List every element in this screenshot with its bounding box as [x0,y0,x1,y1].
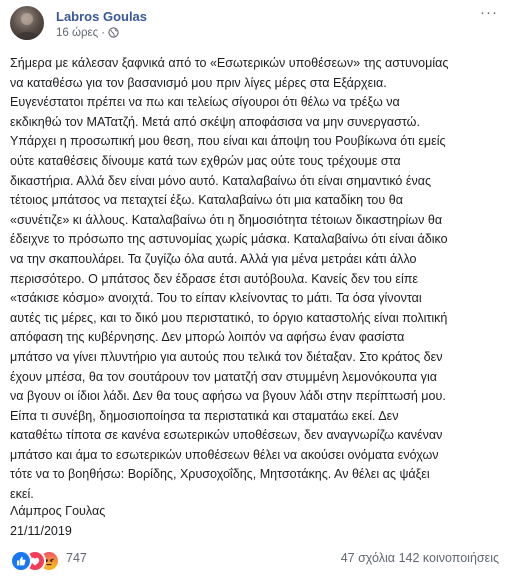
post-text-line: Είπα τι συνέβη, δημοσιοποίησα τα περιστατικά και σταματάω εκεί. Δεν [10,408,399,423]
post-text-line: μπάτσο να γίνει πλυντήριο για αυτούς που τελικά τον διέταξαν. Στο κράτος δεν [10,349,443,364]
post-header [10,6,503,40]
post-text-line: να βγουν οι ίδιοι λάδι. Δεν θα τους αφήσω να βγουν λάδι στην περίπτωσή μου. [10,389,446,404]
post-text-line: εκεί. [10,487,34,502]
post-text-line: τέτοιος μπάτσος να πεταχτεί έξω. Καταλαβαίνω ότι μια καταδίκη του θα [10,193,403,208]
post-footer [10,548,503,572]
post-signature [10,502,105,541]
post-text-line: έχουν μπέσα, θα τον σουτάρουν τον ματατζή σαν στυμμένη λεμονόκουπα για [10,369,437,384]
post-text [10,54,506,505]
post-text-line: «συνέτιζε» κι άλλους. Καταλαβαίνω ότι η δημοσιότητα τέτοιων δικαστηρίων θα [10,212,443,227]
shares-count-link[interactable]: 142 κοινοποιήσεις [398,551,499,565]
post-text-line: ούτε καταθέσεις δίνουμε κατά των εχθρών μας ούτε τους τρέχουμε στα [10,153,401,168]
post-text-line: περισσότερο. Ο μπάτσος δεν έδρασε έτσι αυτόβουλα. Κανείς δεν του είπε [10,271,419,286]
like-icon [10,550,32,572]
post-text-line: μπάτσο και άμα το εσωτερικών υποθέσεων θέλει να ακούσει ονόματα ενόχων [10,447,439,462]
post-text-line: έδειχνε το πρόσωπο της αστυνομίας χωρίς μάσκα. Καταλαβαίνω ότι είναι άδικο [10,232,448,247]
signature-name: Λάμπρος Γουλας [10,504,106,518]
post-text-line: «τσάκισε κόσμο» ανοιχτά. Του το είπαν κλείνοντας το μάτι. Τα όσα γίνονται [10,291,422,306]
post-time[interactable]: 16 ώρες [56,27,99,39]
signature-date: 21/11/2019 [10,523,72,538]
post-text-line: απόφαση της κυβέρνησης. Δεν μπορώ λοιπόν να αφήσω έναν φασίστα [10,330,405,345]
more-options-button[interactable]: ··· [480,4,498,21]
post-text-line: τότε να το βοηθήσω: Βορίδης, Χρυσοχοΐδης, Μητσοτάκης. Αν θέλει ας ψάξει [10,467,430,482]
post-text-line: καταθέτω τίποτα σε κανένα εσωτερικών υποθέσεων, δεν αναγνωρίζω κανέναν [10,428,443,443]
post-text-line: Σήμερα με κάλεσαν ξαφνικά από το «Εσωτερικών υποθέσεων» της αστυνομίας [10,56,449,70]
post-meta [56,27,119,41]
post-text-line: Υπάρχει η προσωπική μου θεση, που είναι και άποψη του Ρουβίκωνα ότι εμείς [10,134,446,149]
post-text-line: να καταθέσω για τον βασανισμό μου πριν λίγες μέρες στα Εξάρχεια. [10,75,387,90]
post-text-line: να την σκαπουλάρει. Τα ζυγίζω όλα αυτά. Αλλά για μένα μετράει κάτι άλλο [10,251,417,266]
post-text-line: Ευγενέστατοι πρέπει να πω και τελείως σίγουροι ότι θέλω να τρέξω να [10,95,400,110]
meta-separator: · [101,27,106,39]
comments-count-link[interactable]: 47 σχόλια [340,551,395,565]
post-text-line: δικαστήρια. Αλλά δεν είναι μόνο αυτό. Καταλαβαίνω ότι είναι σημαντικό ένας [10,173,432,188]
post-text-line: εκδικηθώ τον ΜΑΤατζή. Μετά από σκέψη αποφάσισα να μην συνεργαστώ. [10,114,420,129]
post-text-line: αυτές τις μέρες, και το δικό μου περιστατικό, το όργιο καταστολής είναι πολιτική [10,310,448,325]
author-name[interactable]: Labros Goulas [56,9,148,24]
globe-icon [108,27,119,41]
reaction-count[interactable]: 747 [66,551,87,565]
avatar[interactable] [10,6,44,40]
